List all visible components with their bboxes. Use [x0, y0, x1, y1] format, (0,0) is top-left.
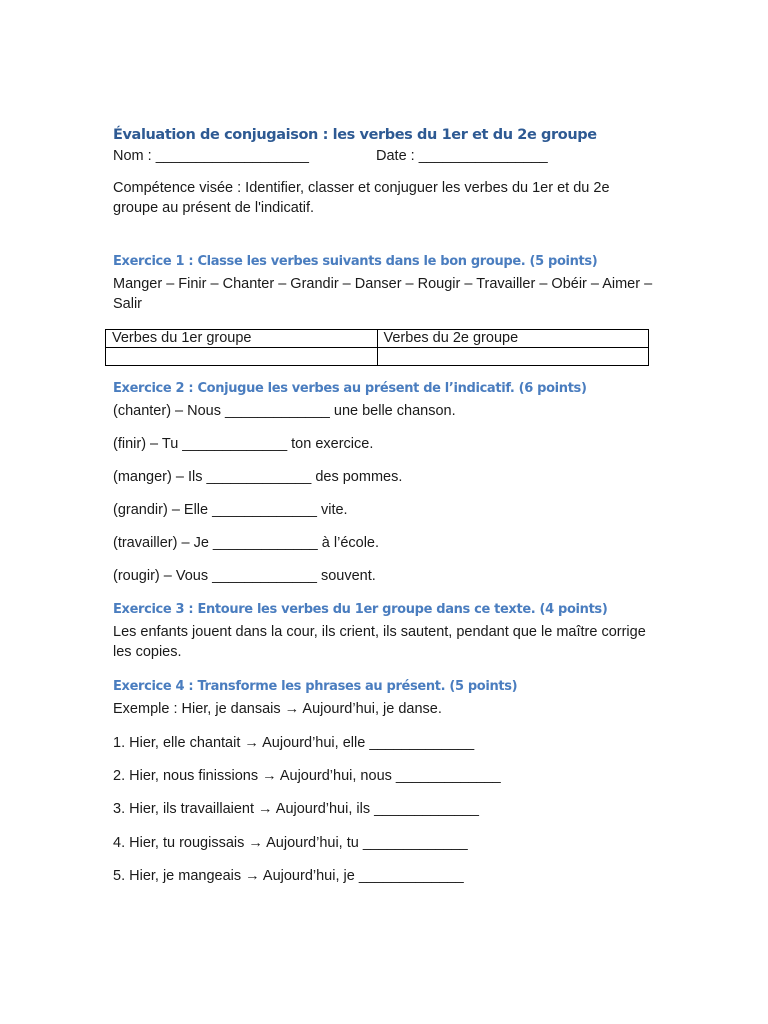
exercise-2-sentence: (grandir) – Elle _____________ vite. — [113, 502, 348, 518]
group-2-answer-cell[interactable] — [377, 348, 649, 366]
exercise-2-sentence: (chanter) – Nous _____________ une belle chanson. — [113, 403, 456, 419]
exercise-3-text: Les enfants jouent dans la cour, ils crient, ils sautent, pendant que le maître corrige les copies. — [113, 624, 646, 660]
student-info-row — [113, 146, 653, 166]
exercise-4-item: 5. Hier, je mangeais → Aujourd’hui, je _____________ — [113, 868, 464, 884]
table-header-group-2: Verbes du 2e groupe — [377, 330, 649, 348]
exercise-1-verb-list: Manger – Finir – Chanter – Grandir – Danser – Rougir – Travailler – Obéir – Aimer – Salir — [113, 276, 653, 312]
exercise-2-sentence: (finir) – Tu _____________ ton exercice. — [113, 436, 374, 452]
verb-groups-table — [105, 329, 649, 366]
competence-text: Compétence visée : Identifier, classer et conjuguer les verbes du 1er et du 2e groupe au présent de l'indicatif. — [113, 180, 610, 216]
exercise-4-item: 3. Hier, ils travaillaient → Aujourd’hui, ils _____________ — [113, 801, 479, 817]
name-field-label: Nom : ___________________ — [113, 148, 309, 164]
exercise-2-sentence: (manger) – Ils _____________ des pommes. — [113, 469, 403, 485]
table-header-group-1: Verbes du 1er groupe — [106, 330, 378, 348]
exercise-4-title: Exercice 4 : Transforme les phrases au présent. (5 points) — [113, 679, 518, 694]
page-title: Évaluation de conjugaison : les verbes du 1er et du 2e groupe — [113, 127, 597, 143]
table-header-row — [106, 330, 649, 348]
exercise-2-sentence: (travailler) – Je _____________ à l’école. — [113, 535, 380, 551]
exercise-4-item: 4. Hier, tu rougissais → Aujourd’hui, tu _____________ — [113, 835, 468, 851]
exercise-2-title: Exercice 2 : Conjugue les verbes au présent de l’indicatif. (6 points) — [113, 381, 587, 396]
group-1-answer-cell[interactable] — [106, 348, 378, 366]
exercise-1-title: Exercice 1 : Classe les verbes suivants dans le bon groupe. (5 points) — [113, 254, 598, 269]
exercise-2-sentence: (rougir) – Vous _____________ souvent. — [113, 568, 376, 584]
exercise-3-title: Exercice 3 : Entoure les verbes du 1er groupe dans ce texte. (4 points) — [113, 602, 608, 617]
worksheet-page — [113, 124, 653, 886]
exercise-4-example: Exemple : Hier, je dansais → Aujourd’hui, je danse. — [113, 701, 442, 717]
table-answer-row — [106, 348, 649, 366]
date-field-label: Date : ________________ — [376, 148, 548, 164]
exercise-4-item: 1. Hier, elle chantait → Aujourd’hui, elle _____________ — [113, 735, 475, 751]
exercise-4-item: 2. Hier, nous finissions → Aujourd’hui, nous _____________ — [113, 768, 501, 784]
